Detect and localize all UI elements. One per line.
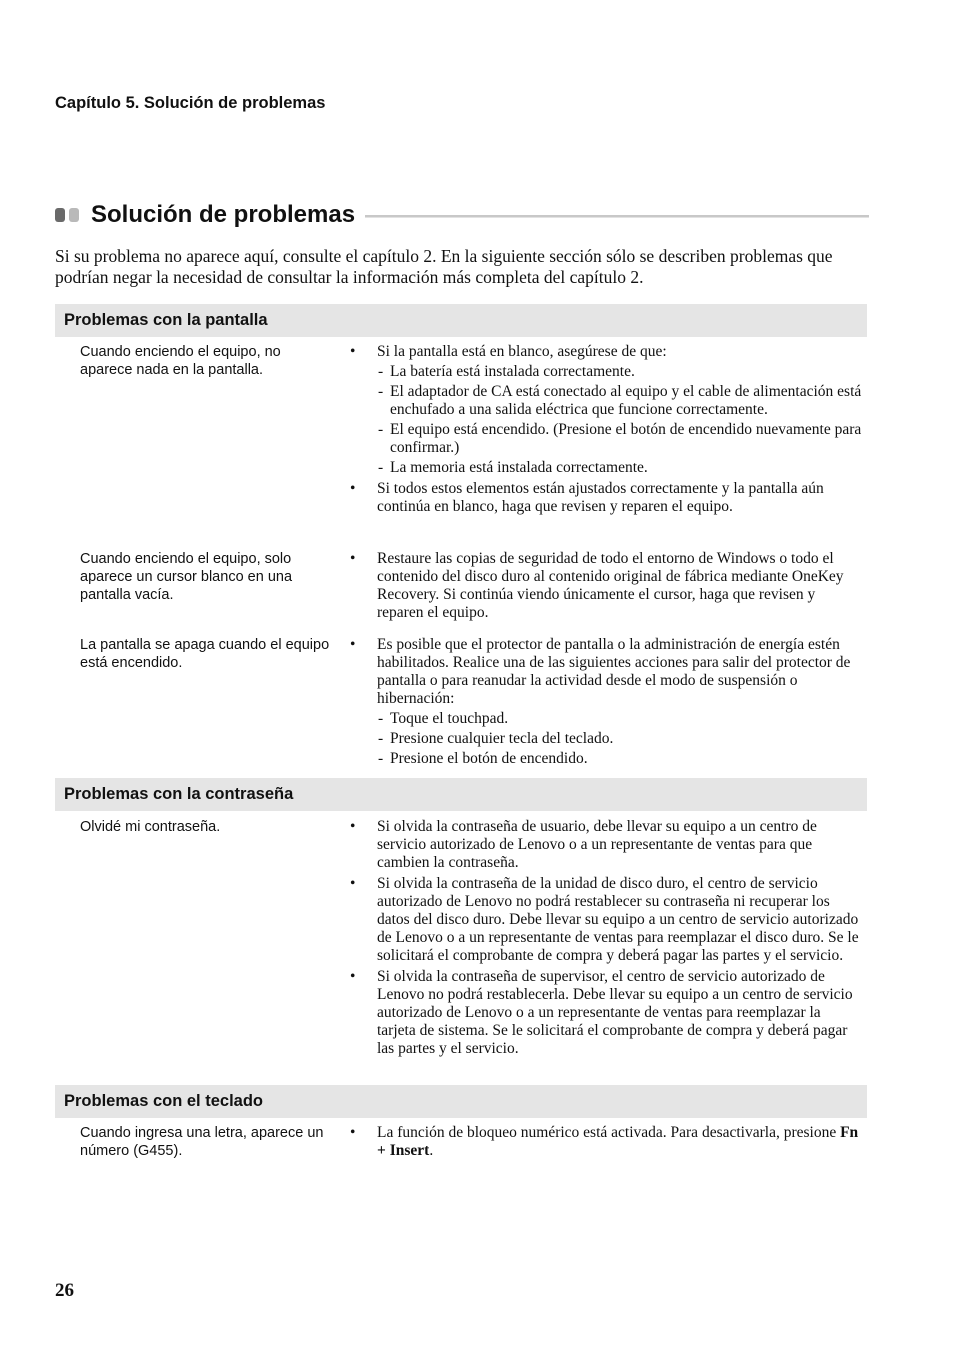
heading-bullet-light-icon [69,208,79,222]
dash-item: - Presione cualquier tecla del teclado. [377,730,862,748]
solution-block [347,636,862,771]
bullet-item: • Restaure las copias de seguridad de todo el entorno de Windows o todo el contenido del disco duro al contenido original de fábrica mediante OneKey Recovery. Si continúa viendo únicamente el cursor, haga que revisen y reparen el equipo. [347,550,862,622]
section-header-password [55,778,867,811]
solution-block [347,1124,862,1163]
bullet-item: • Si todos estos elementos están ajustados correctamente y la pantalla aún continúa en blanco, haga que revisen y reparen el equipo. [347,480,862,516]
dash-item: - La batería está instalada correctamente. [377,363,862,381]
dash-item: - Presione el botón de encendido. [377,750,862,768]
problem-text: Olvidé mi contraseña. [80,819,221,835]
section-heading [55,198,869,232]
problem-text: Cuando enciendo el equipo, solo aparece un cursor blanco en una pantalla vacía. [80,551,293,603]
dash-item: - La memoria está instalada correctamente. [377,459,862,477]
problem-text: La pantalla se apaga cuando el equipo está encendido. [80,637,330,671]
intro-paragraph: Si su problema no aparece aquí, consulte el capítulo 2. En la siguiente sección sólo se describen problemas que podrían negar la necesidad de consultar la información más completa del capítulo 2. [55,246,833,287]
dash-item: - Toque el touchpad. [377,710,862,728]
solution-block [347,550,862,625]
page-title: Solución de problemas [91,201,356,228]
section-title: Problemas con la pantalla [64,311,268,329]
section-title: Problemas con la contraseña [64,785,294,803]
solution-block [347,818,862,1061]
bullet-item: • La función de bloqueo numérico está activada. Para desactivarla, presione Fn + Insert. [347,1124,862,1160]
heading-bullet-dark-icon [55,208,65,222]
heading-rule [365,215,869,218]
section-title: Problemas con el teclado [64,1092,263,1110]
section-header-display [55,304,867,337]
problem-text: Cuando ingresa una letra, aparece un número (G455). [80,1125,324,1159]
bullet-item: • Si la pantalla está en blanco, asegúrese de que: - La batería está instalada correctamente. - El adaptador de CA está conectado al equipo y el cable de alimentación está enchufado a una salida eléctrica que funcione correctamente. - El equipo está encendido. (Presione el botón de encendido nuevamente para confirmar.) - La memoria está instalada correctamente. [347,343,862,477]
bullet-item: • Si olvida la contraseña de usuario, debe llevar su equipo a un centro de servicio autorizado de Lenovo o a un representante de ventas para que cambien la contraseña. [347,818,862,872]
problem-text: Cuando enciendo el equipo, no aparece nada en la pantalla. [80,344,281,378]
bullet-item: • Si olvida la contraseña de supervisor, el centro de servicio autorizado de Lenovo no podrá restablecerla. Debe llevar su equipo a un centro de servicio autorizado de Lenovo o a un representante de ventas para reemplazar la tarjeta de sistema. Se le solicitará el comprobante de compra y deberá pagar las partes y el servicio. [347,968,862,1058]
page-number: 26 [55,1280,74,1301]
dash-item: - El equipo está encendido. (Presione el botón de encendido nuevamente para confirmar.) [377,421,862,457]
bullet-item: • Si olvida la contraseña de la unidad de disco duro, el centro de servicio autorizado de Lenovo no podrá restablecer su contraseña ni recuperar los datos del disco duro. Debe llevar su equipo a un centro de servicio autorizado de Lenovo o a un representante de ventas para reemplazar el disco duro. Se le solicitará el comprobante de compra y deberá pagar las partes y el servicio. [347,875,862,965]
key-combination: Fn + Insert [377,1124,859,1159]
solution-block [347,343,862,519]
section-header-keyboard [55,1085,867,1118]
chapter-header: Capítulo 5. Solución de problemas [55,94,326,112]
bullet-item: • Es posible que el protector de pantalla o la administración de energía estén habilitados. Realice una de las siguientes acciones para salir del protector de pantalla o para reanudar la actividad desde el modo de suspensión o hibernación: - Toque el touchpad. - Presione cualquier tecla del teclado. - Presione el botón de encendido. [347,636,862,768]
dash-item: - El adaptador de CA está conectado al equipo y el cable de alimentación está enchufado a una salida eléctrica que funcione correctamente. [377,383,862,419]
